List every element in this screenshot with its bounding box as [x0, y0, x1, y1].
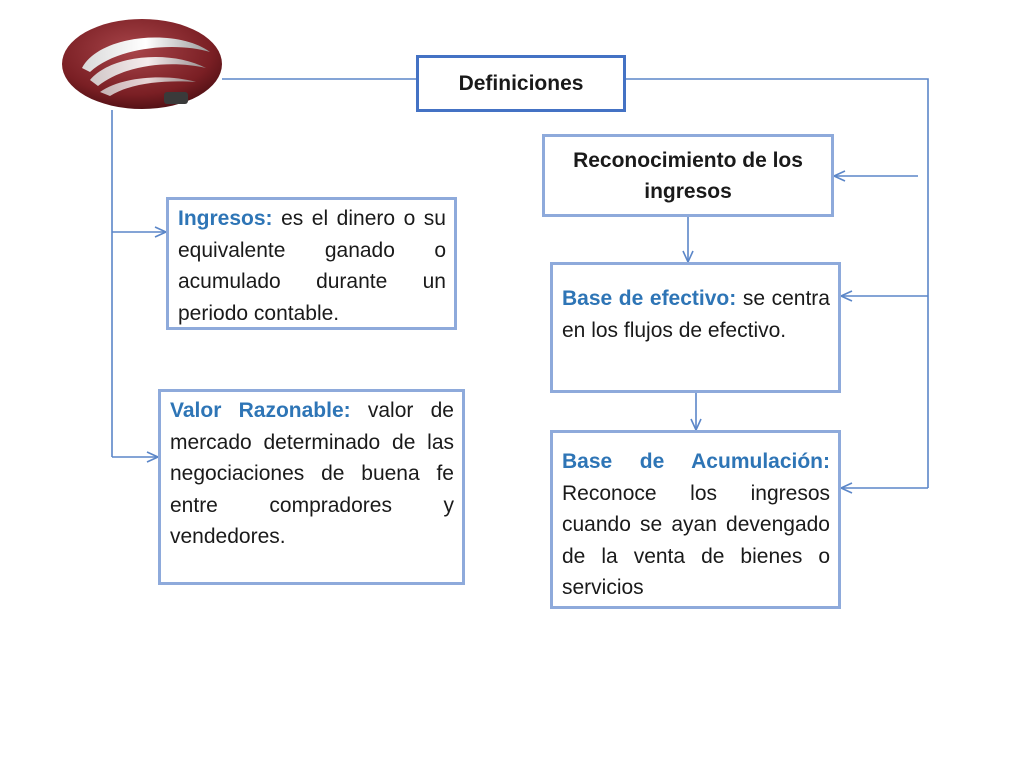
base-acumulacion-text: Reconoce los ingresos cuando se ayan devengado de la venta de bienes o servicios [562, 481, 830, 599]
definiciones-title: Definiciones [458, 71, 584, 95]
valor-razonable-term: Valor Razonable: [170, 399, 351, 422]
ingresos-term: Ingresos: [178, 207, 273, 230]
maroon-oval-logo-icon [60, 16, 224, 112]
valor-razonable-definition-box [158, 389, 465, 585]
base-acumulacion-definition-box [550, 430, 841, 609]
valor-razonable-text: valor de mercado determinado de las negociaciones de buena fe entre compradores y vendedores. [170, 399, 454, 548]
ingresos-definition-box [166, 197, 457, 330]
reconocimiento-box [542, 134, 834, 217]
base-efectivo-text: se centra en los flujos de efectivo. [562, 287, 830, 342]
base-efectivo-term: Base de efectivo: [562, 287, 737, 310]
reconocimiento-label: Reconocimiento de los ingresos [573, 148, 803, 203]
ingresos-text: es el dinero o su equivalente ganado o acumulado durante un periodo contable. [178, 207, 446, 325]
base-acumulacion-term: Base de Acumulación: [562, 450, 830, 473]
base-efectivo-definition-box [550, 262, 841, 393]
definiciones-title-box [416, 55, 626, 112]
